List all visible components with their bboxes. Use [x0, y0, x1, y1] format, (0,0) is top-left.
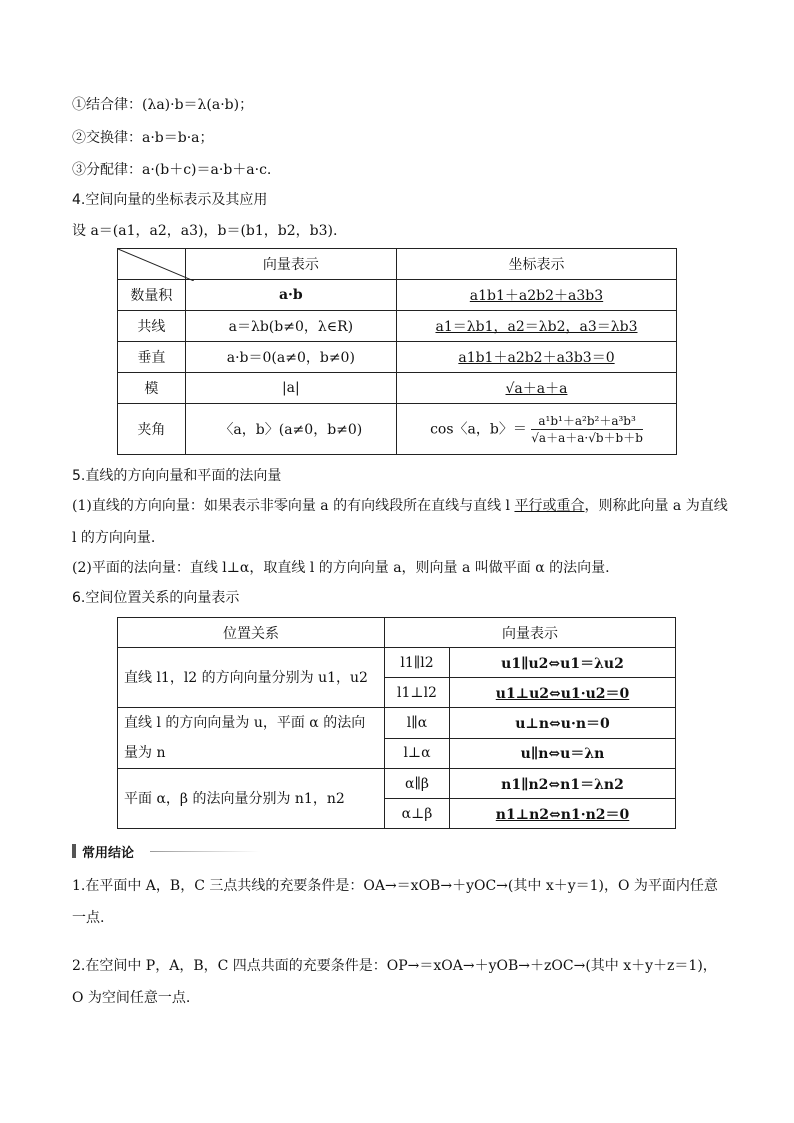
- commutative-law: ②交换律：a·b＝b·a；: [72, 130, 214, 146]
- header-position: 位置关系: [118, 618, 385, 648]
- relation: α∥β: [385, 769, 450, 799]
- relation: α⊥β: [385, 799, 450, 829]
- row-vector: a＝λb(b≠0，λ∈R): [185, 311, 396, 342]
- group-description: 直线 l 的方向向量为 u，平面 α 的法向量为 n: [118, 708, 385, 769]
- group-description: 直线 l1，l2 的方向向量分别为 u1，u2: [118, 648, 385, 708]
- p1-start: (1)直线的方向向量：如果表示非零向量 a 的有向线段所在直线与直线 l: [72, 498, 515, 514]
- associative-law: ①结合律：(λa)·b＝λ(a·b)；: [72, 97, 254, 113]
- row-name: 垂直: [118, 342, 186, 373]
- relation: l1∥l2: [385, 648, 450, 678]
- banner-label: 常用结论: [82, 846, 135, 861]
- section-4-title: 4.空间向量的坐标表示及其应用: [72, 192, 268, 208]
- p1-end: ，则称此向量 a 为直线 l 的方向向量.: [72, 498, 728, 546]
- coordinate-table: [117, 248, 677, 455]
- relation: l∥α: [385, 708, 450, 739]
- header-coordinate: 坐标表示: [396, 249, 676, 280]
- row-coordinate: a1b1＋a2b2＋a3b3: [396, 280, 676, 311]
- vector-condition: n1⊥n2⇔n1·n2＝0: [450, 799, 676, 829]
- row-coordinate: a1b1＋a2b2＋a3b3＝0: [396, 342, 676, 373]
- fraction-numerator: a¹b¹＋a²b²＋a³b³: [531, 413, 643, 430]
- row-coordinate: a1＝λb1，a2＝λb2，a3＝λb3: [396, 311, 676, 342]
- fraction-denominator: √a＋a＋a·√b＋b＋b: [531, 430, 643, 445]
- row-vector: |a|: [185, 373, 396, 404]
- row-vector: 〈a，b〉(a≠0，b≠0): [185, 404, 396, 455]
- row-name: 数量积: [118, 280, 186, 311]
- section-5-title: 5.直线的方向向量和平面的法向量: [72, 468, 282, 484]
- angle-formula-fraction: [531, 413, 643, 446]
- header-vector: 向量表示: [185, 249, 396, 280]
- section-6-title: 6.空间位置关系的向量表示: [72, 590, 240, 606]
- section-4-intro: 设 a＝(a1，a2，a3)，b＝(b1，b2，b3).: [72, 223, 338, 239]
- banner-bar: [72, 844, 76, 858]
- section-5-paragraph-2: (2)平面的法向量：直线 l⊥α，取直线 l 的方向向量 a，则向量 a 叫做平面 α 的法向量.: [72, 560, 610, 576]
- position-relation-table: [117, 617, 676, 829]
- angle-formula-prefix: cos〈a，b〉＝: [430, 421, 527, 437]
- vector-condition: u∥n⇔u＝λn: [450, 738, 676, 769]
- row-coordinate: √a＋a＋a: [396, 373, 676, 404]
- row-name: 共线: [118, 311, 186, 342]
- diagonal-line: [118, 249, 194, 281]
- conclusion-2: 2.在空间中 P，A，B，C 四点共面的充要条件是：OP→＝xOA→＋yOB→＋zOC→(其中 x＋y＋z＝1)，O 为空间任意一点.: [72, 958, 717, 1006]
- group-description: 平面 α，β 的法向量分别为 n1，n2: [118, 769, 385, 829]
- vector-condition: n1∥n2⇔n1＝λn2: [450, 769, 676, 799]
- vector-condition: u1⊥u2⇔u1·u2＝0: [450, 678, 676, 708]
- conclusion-1: 1.在平面中 A，B，C 三点共线的充要条件是：OA→＝xOB→＋yOC→(其中 x＋y＝1)，O 为平面内任意一点.: [72, 878, 718, 926]
- p1-underlined: 平行或重合: [514, 498, 585, 514]
- header-vector-rep: 向量表示: [385, 618, 676, 648]
- row-vector: a·b: [185, 280, 396, 311]
- diagonal-header-cell: [118, 249, 186, 280]
- relation: l1⊥l2: [385, 678, 450, 708]
- angle-formula-cell: [396, 404, 676, 455]
- row-name: 模: [118, 373, 186, 404]
- banner-rule: [150, 851, 260, 852]
- row-name: 夹角: [118, 404, 186, 455]
- row-vector: a·b＝0(a≠0，b≠0): [185, 342, 396, 373]
- vector-condition: u1∥u2⇔u1＝λu2: [450, 648, 676, 678]
- distributive-law: ③分配律：a·(b＋c)＝a·b＋a·c.: [72, 162, 272, 178]
- vector-condition: u⊥n⇔u·n＝0: [450, 708, 676, 739]
- conclusions-banner: [72, 840, 262, 862]
- relation: l⊥α: [385, 738, 450, 769]
- section-5-paragraph-1: [72, 490, 728, 554]
